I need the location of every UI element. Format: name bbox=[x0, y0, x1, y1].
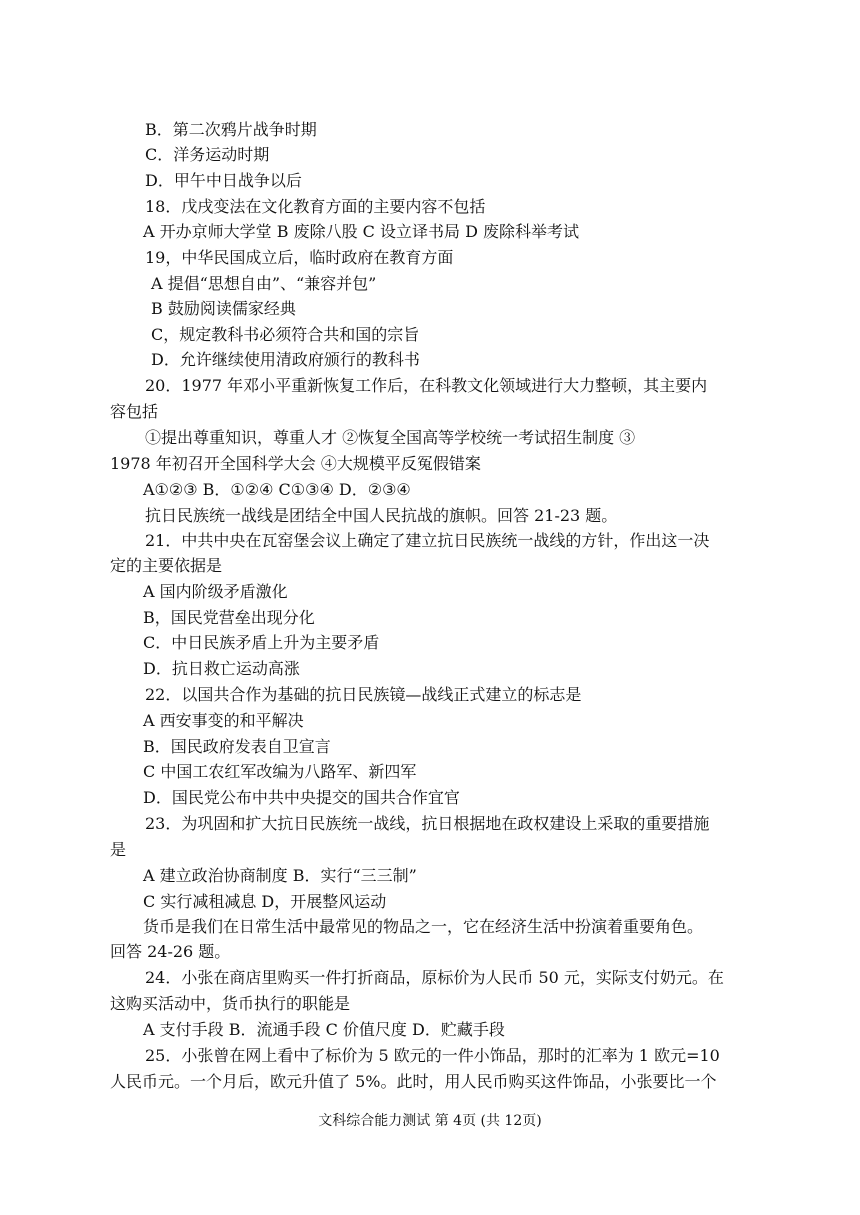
text-line: 容包括 bbox=[110, 402, 159, 421]
text-line: 人民币元。一个月后，欧元升值了 5%。此时，用人民币购买这件饰品，小张要比一个 bbox=[110, 1072, 717, 1091]
text-line: C 中国工农红军改编为八路军、新四军 bbox=[143, 762, 417, 781]
text-line: 18．戊戌变法在文化教育方面的主要内容不包括 bbox=[145, 197, 486, 216]
text-line: B 鼓励阅读儒家经典 bbox=[151, 299, 296, 318]
text-line: B．国民政府发表自卫宣言 bbox=[143, 737, 331, 756]
text-line: D．允许继续使用清政府颁行的教科书 bbox=[151, 350, 420, 369]
text-line: C 实行减租减息 D，开展整风运动 bbox=[143, 892, 387, 911]
text-line: D．甲午中日战争以后 bbox=[145, 171, 302, 190]
text-line: A 支付手段 B．流通手段 C 价值尺度 D．贮藏手段 bbox=[143, 1020, 505, 1039]
text-line: A 国内阶级矛盾激化 bbox=[143, 582, 288, 601]
text-line: 1978 年初召开全国科学大会 ④大规模平反冤假错案 bbox=[110, 454, 481, 473]
text-line: B，国民党营垒出现分化 bbox=[143, 608, 315, 627]
text-line: 19，中华民国成立后，临时政府在教育方面 bbox=[145, 248, 454, 267]
text-line: A 西安事变的和平解决 bbox=[143, 711, 304, 730]
text-line: 23．为巩固和扩大抗日民族统一战线，抗日根据地在政权建设上采取的重要措施 bbox=[145, 814, 710, 833]
text-line: B．第二次鸦片战争时期 bbox=[145, 120, 317, 139]
text-line: 货币是我们在日常生活中最常见的物品之一，它在经济生活中扮演着重要角色。 bbox=[143, 917, 704, 936]
text-line: 22．以国共合作为基础的抗日民族镜—战线正式建立的标志是 bbox=[145, 685, 582, 704]
text-line: A①②③ B．①②④ C①③④ D．②③④ bbox=[143, 480, 411, 499]
text-line: C．中日民族矛盾上升为主要矛盾 bbox=[143, 633, 380, 652]
text-line: 21．中共中央在瓦窑堡会议上确定了建立抗日民族统一战线的方针，作出这一决 bbox=[145, 531, 710, 550]
text-line: 25．小张曾在网上看中了标价为 5 欧元的一件小饰品，那时的汇率为 1 欧元=10 bbox=[145, 1046, 720, 1065]
text-line: ①提出尊重知识，尊重人才 ②恢复全国高等学校统一考试招生制度 ③ bbox=[145, 428, 636, 447]
text-line: A 提倡“思想自由”、“兼容并包” bbox=[151, 274, 377, 293]
text-line: 这购买活动中，货币执行的职能是 bbox=[110, 994, 351, 1013]
text-line: 抗日民族统一战线是团结全中国人民抗战的旗帜。回答 21-23 题。 bbox=[145, 506, 618, 525]
text-line: D．抗日救亡运动高涨 bbox=[143, 659, 300, 678]
text-line: 20．1977 年邓小平重新恢复工作后，在科教文化领域进行大力整顿，其主要内 bbox=[145, 376, 708, 395]
text-line: 是 bbox=[110, 840, 127, 859]
text-line: C，规定教科书必须符合共和国的宗旨 bbox=[151, 325, 420, 344]
page-footer: 文科综合能力测试 第 4页 (共 12页) bbox=[318, 1113, 542, 1129]
text-line: D．国民党公布中共中央提交的国共合作宜官 bbox=[143, 788, 460, 807]
text-line: 24．小张在商店里购买一件打折商品，原标价为人民币 50 元，实际支付奶元。在 bbox=[145, 968, 724, 987]
text-line: A 建立政治协商制度 B．实行“三三制” bbox=[143, 866, 417, 885]
text-line: 定的主要依据是 bbox=[110, 556, 223, 575]
text-line: A 开办京师大学堂 B 废除八股 C 设立译书局 D 废除科举考试 bbox=[143, 222, 579, 241]
text-line: 回答 24-26 题。 bbox=[110, 942, 231, 961]
text-line: C．洋务运动时期 bbox=[145, 145, 270, 164]
